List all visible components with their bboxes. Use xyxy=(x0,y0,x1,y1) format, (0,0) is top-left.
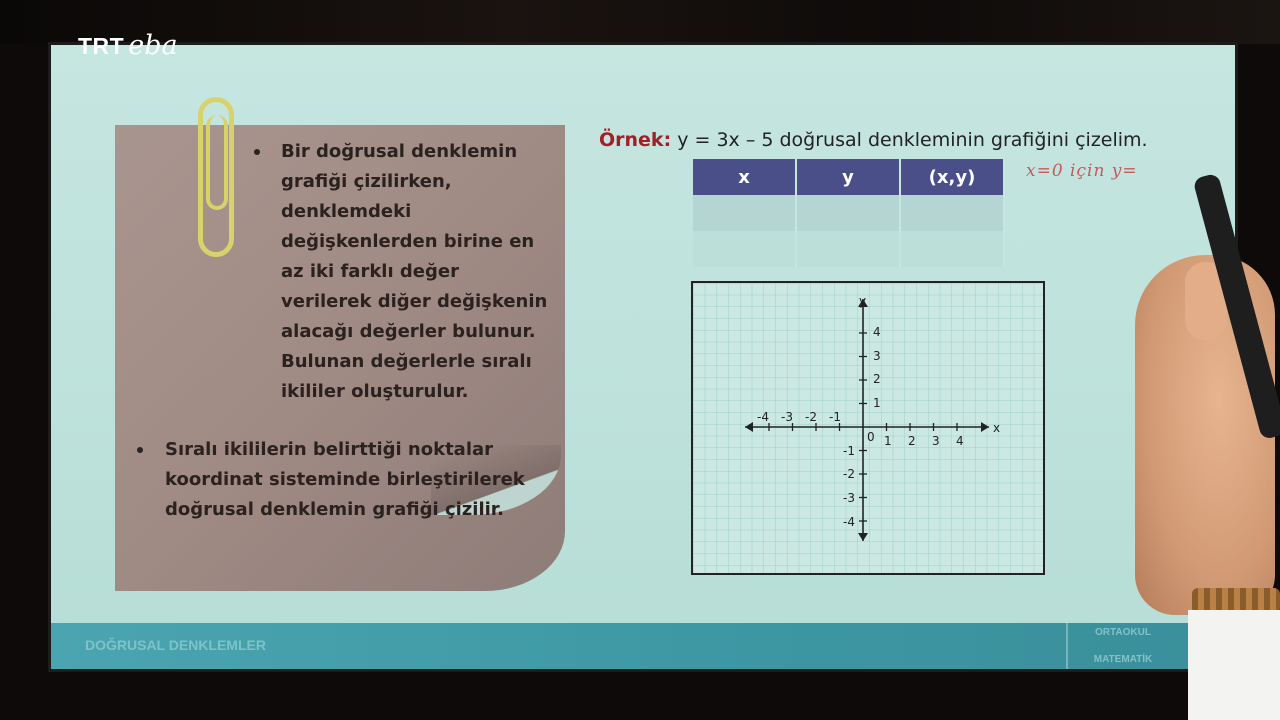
y-tick-label: 1 xyxy=(873,396,881,410)
footer-title: DOĞRUSAL DENKLEMLER xyxy=(85,637,266,653)
x-tick-label: 2 xyxy=(908,434,916,448)
example-label: Örnek: xyxy=(599,129,672,151)
table-cell xyxy=(900,195,1004,231)
broadcaster-logo xyxy=(78,30,178,61)
table-cell xyxy=(796,195,900,231)
bullet-2-line: doğrusal denklemin grafiği çizilir. xyxy=(165,499,504,520)
footer-level-line2: MATEMATİK xyxy=(1093,654,1153,665)
y-tick-label: 4 xyxy=(873,325,881,339)
note-bullet-2 xyxy=(165,435,585,525)
bullet-2-line: Sıralı ikililerin belirttiği noktalar xyxy=(165,439,494,460)
x-tick-label: 3 xyxy=(932,434,940,448)
bullet-1-line: Bir doğrusal denklemin xyxy=(281,141,518,162)
x-tick-label: -1 xyxy=(829,410,841,424)
x-axis-label: x xyxy=(993,421,1001,435)
value-table xyxy=(693,159,1005,267)
bullet-1-line: verilerek diğer değişkenin xyxy=(281,291,548,312)
coordinate-plane-svg xyxy=(693,283,1043,573)
bullet-1-line: Bulunan değerlerle sıralı xyxy=(281,351,532,372)
bullet-1-line: az iki farklı değer xyxy=(281,261,459,282)
table-cell xyxy=(693,195,796,231)
x-tick-label: -4 xyxy=(757,410,769,424)
footer-level-line1: ORTAOKUL xyxy=(1095,627,1151,638)
studio-background xyxy=(0,0,1280,44)
y-tick-label: -3 xyxy=(843,491,855,505)
bullet-1-line: grafiği çizilirken, xyxy=(281,171,452,192)
logo-trt: TRT xyxy=(78,33,125,59)
table-row xyxy=(693,231,1004,267)
table-cell xyxy=(900,231,1004,267)
sleeve xyxy=(1188,610,1280,720)
bullet-1-line: değişkenlerden birine en xyxy=(281,231,535,252)
x-tick-label: -2 xyxy=(805,410,817,424)
table-cell xyxy=(796,231,900,267)
grid-lines xyxy=(693,283,1043,573)
bullet-dot-2 xyxy=(137,447,143,453)
y-tick-label: -2 xyxy=(843,467,855,481)
paperclip-inner-loop xyxy=(206,115,228,210)
bullet-1-line: alacağı değerler bulunur. xyxy=(281,321,536,342)
logo-eba: eba xyxy=(128,30,178,61)
x-tick-label: 4 xyxy=(956,434,964,448)
table-row xyxy=(693,195,1004,231)
example-equation: y = 3x – 5 doğrusal denkleminin grafiğini çizelim. xyxy=(677,129,1148,151)
bullet-1-line: ikililer oluşturulur. xyxy=(281,381,469,402)
handwritten-note: x=0 için y= xyxy=(1026,161,1138,181)
smartboard-screen xyxy=(48,42,1238,672)
coordinate-grid xyxy=(691,281,1045,575)
note-bullet-1 xyxy=(281,137,591,407)
table-header-pair: (x,y) xyxy=(900,159,1004,195)
table-header-y: y xyxy=(796,159,900,195)
x-tick-label: 1 xyxy=(884,434,892,448)
y-axis-label: y xyxy=(859,294,867,308)
bullet-dot-1 xyxy=(254,149,260,155)
y-tick-label: -1 xyxy=(843,444,855,458)
bullet-2-line: koordinat sisteminde birleştirilerek xyxy=(165,469,525,490)
y-tick-label: 2 xyxy=(873,372,881,386)
table-cell xyxy=(693,231,796,267)
example-heading xyxy=(599,129,1148,151)
footer-level xyxy=(1066,623,1178,669)
y-tick-label: -4 xyxy=(843,515,855,529)
y-tick-label: 3 xyxy=(873,349,881,363)
bullet-1-line: denklemdeki xyxy=(281,201,412,222)
x-tick-label: -3 xyxy=(781,410,793,424)
table-header-x: x xyxy=(693,159,796,195)
footer-bar xyxy=(51,623,1235,669)
origin-label: 0 xyxy=(867,430,875,444)
